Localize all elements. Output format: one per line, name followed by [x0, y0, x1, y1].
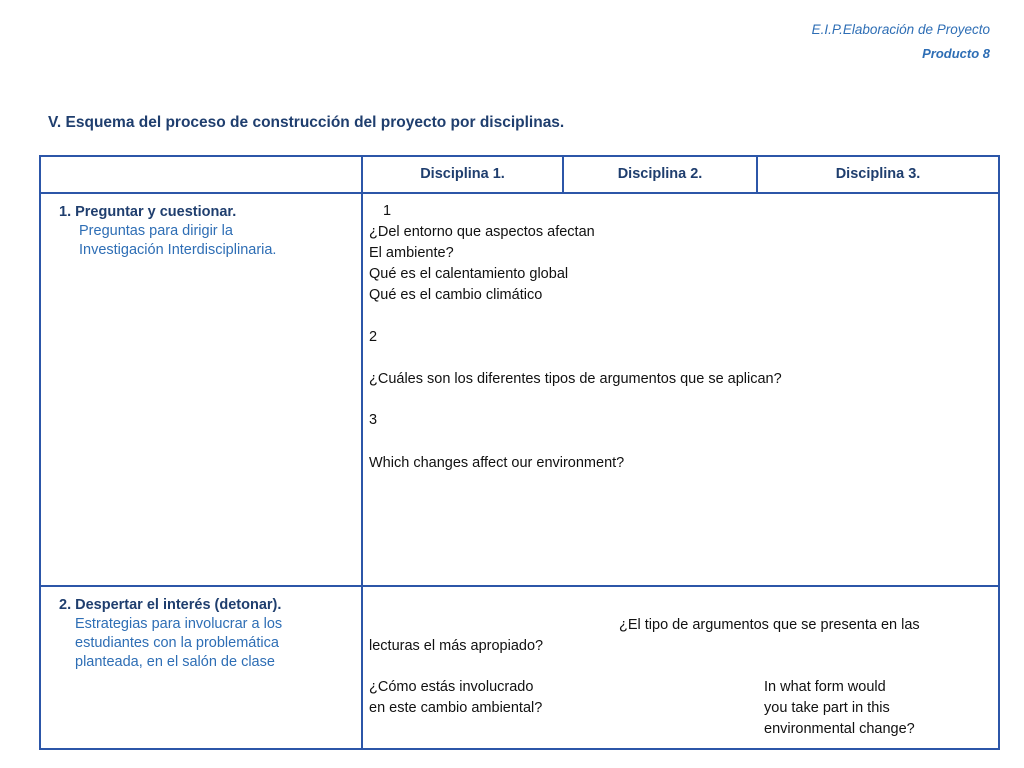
english-question-line: In what form would: [764, 679, 886, 695]
header-row-divider: [41, 192, 998, 194]
label-column-divider: [361, 157, 363, 748]
row-1-label: [59, 203, 349, 260]
row-divider: [41, 585, 998, 587]
english-question-line: environmental change?: [764, 721, 915, 737]
row-1-description-line: Preguntas para dirigir la: [79, 223, 233, 239]
column-header-disciplina-3: Disciplina 3.: [835, 166, 921, 182]
english-question-line: you take part in this: [764, 700, 890, 716]
column-header-disciplina-1: Disciplina 1.: [420, 166, 505, 182]
question-number-3: 3: [369, 412, 378, 428]
question-1-line: Qué es el calentamiento global: [369, 266, 569, 282]
row-2-description-line: planteada, en el salón de clase: [75, 654, 275, 670]
row-2-title: 2. Despertar el interés (detonar).: [59, 597, 282, 613]
involvement-question-line: ¿Cómo estás involucrado: [369, 679, 534, 695]
column-header-disciplina-2: Disciplina 2.: [617, 166, 703, 182]
row-2-description-line: Estrategias para involucrar a los: [75, 616, 283, 632]
document-header: [812, 22, 990, 62]
argument-question-line: ¿El tipo de argumentos que se presenta en las: [619, 617, 920, 633]
question-1-line: ¿Del entorno que aspectos afectan: [369, 224, 595, 240]
question-1-line: El ambiente?: [369, 245, 454, 261]
section-title: V. Esquema del proceso de construcción del proyecto por disciplinas.: [48, 114, 565, 131]
question-3-text: Which changes affect our environment?: [369, 455, 625, 471]
row-1-description-line: Investigación Interdisciplinaria.: [79, 242, 277, 258]
question-2-text: ¿Cuáles son los diferentes tipos de argumentos que se aplican?: [369, 371, 782, 387]
question-number-2: 2: [369, 329, 378, 345]
header-subtitle: Producto 8: [922, 46, 990, 61]
header-title: E.I.P.Elaboración de Proyecto: [811, 22, 990, 37]
involvement-question-line: en este cambio ambiental?: [369, 700, 543, 716]
discipline-table: [39, 155, 1000, 750]
question-number-1: 1: [383, 203, 392, 219]
row-2-label: [59, 596, 349, 672]
row-1-title: 1. Preguntar y cuestionar.: [59, 204, 237, 220]
row-2-description-line: estudiantes con la problemática: [75, 635, 279, 651]
question-1-line: Qué es el cambio climático: [369, 287, 543, 303]
argument-question-line: lecturas el más apropiado?: [369, 638, 544, 654]
